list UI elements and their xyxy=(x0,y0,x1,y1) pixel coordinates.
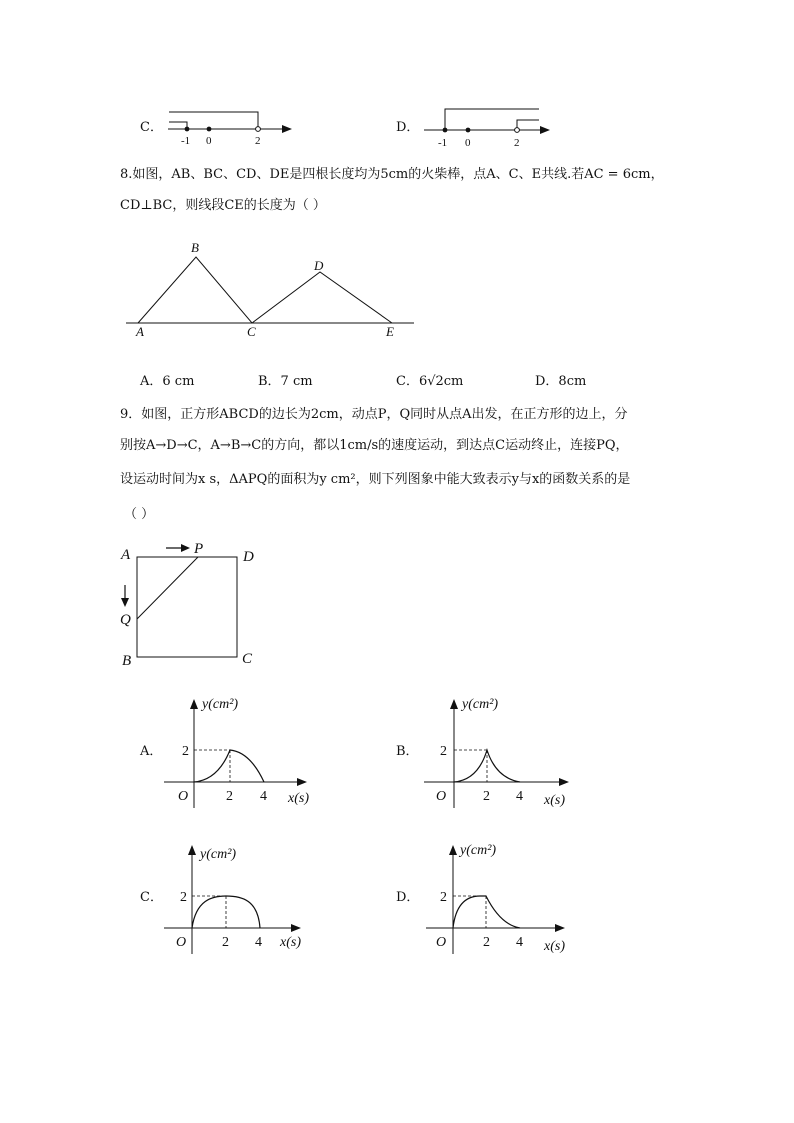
graph-c-ylabel: y(cm²) xyxy=(200,847,237,862)
graph-d-letter: D． xyxy=(396,890,420,905)
graph-b-ylabel: y(cm²) xyxy=(462,697,499,712)
graph-c-ytick: 2 xyxy=(180,890,187,905)
graph-c-origin: O xyxy=(176,935,187,950)
q8-option-c: C．6√2cm xyxy=(396,374,464,389)
graph-a-letter: A． xyxy=(140,744,163,759)
graph-c-letter: C． xyxy=(140,890,163,905)
graph-a xyxy=(160,690,320,820)
graph-b-xtick-4: 4 xyxy=(516,789,523,804)
graph-a-xlabel: x(s) xyxy=(288,791,309,806)
q8-option-d: D．8cm xyxy=(535,374,587,389)
q9-stem-line-2: 别按A→D→C，A→B→C的方向，都以1cm/s的速度运动，到达点C运动终止，连接PQ， xyxy=(120,438,629,453)
q7c-tick-0: 0 xyxy=(206,135,212,147)
q9-label-c: C xyxy=(242,651,253,667)
q9-label-b: B xyxy=(122,653,132,669)
q9-stem-line-1: 9．如图，正方形ABCD的边长为2cm，动点P，Q同时从点A出发，在正方形的边上，分 xyxy=(120,407,628,422)
graph-b-origin: O xyxy=(436,789,447,804)
graph-d-xlabel: x(s) xyxy=(544,939,565,954)
q7d-tick-0: 0 xyxy=(465,137,471,149)
graph-a-ytick: 2 xyxy=(182,744,189,759)
q7d-tick-2: 2 xyxy=(514,137,520,149)
graph-b-letter: B． xyxy=(396,744,419,759)
q8-label-a: A xyxy=(136,324,144,339)
graph-a-ylabel: y(cm²) xyxy=(202,697,239,712)
q8-label-e: E xyxy=(386,324,394,339)
graph-c-xtick-4: 4 xyxy=(255,935,262,950)
q8-label-d: D xyxy=(314,258,324,273)
graph-a-origin: O xyxy=(178,789,189,804)
q7c-tick-2: 2 xyxy=(255,135,261,147)
graph-c-xtick-2: 2 xyxy=(222,935,229,950)
graph-d-xtick-4: 4 xyxy=(516,935,523,950)
q9-stem-line-4: （ ） xyxy=(124,507,155,522)
graph-a-xtick-4: 4 xyxy=(260,789,267,804)
q8-label-b: B xyxy=(191,240,199,255)
graph-a-xtick-2: 2 xyxy=(226,789,233,804)
graph-c-xlabel: x(s) xyxy=(280,935,301,950)
graph-d-origin: O xyxy=(436,935,447,950)
graph-b xyxy=(420,690,580,820)
q9-label-q: Q xyxy=(120,612,131,628)
graph-d-ylabel: y(cm²) xyxy=(460,843,497,858)
q7-option-d-letter: D． xyxy=(396,120,420,135)
graph-d xyxy=(420,836,580,966)
q8-stem-line-2: CD⊥BC，则线段CE的长度为（ ） xyxy=(120,198,326,213)
q7-option-c-letter: C． xyxy=(140,120,163,135)
q8-option-a: A．6 cm xyxy=(140,374,195,389)
graph-c xyxy=(160,836,320,966)
graph-b-ytick: 2 xyxy=(440,744,447,759)
q7d-tick-neg1: -1 xyxy=(438,137,448,149)
graph-b-xtick-2: 2 xyxy=(483,789,490,804)
q8-label-c: C xyxy=(247,324,256,339)
q9-stem-line-3: 设运动时间为x s，ΔAPQ的面积为y cm²，则下列图象中能大致表示y与x的函数关系的是 xyxy=(120,472,631,487)
q8-stem-line-1: 8.如图，AB、BC、CD、DE是四根长度均为5cm的火柴棒，点A、C、E共线.若AC = 6cm， xyxy=(120,167,664,182)
q9-label-p: P xyxy=(194,541,204,557)
q7c-tick-neg1: -1 xyxy=(181,135,191,147)
q9-label-d: D xyxy=(243,549,254,565)
graph-d-xtick-2: 2 xyxy=(483,935,490,950)
graph-d-ytick: 2 xyxy=(440,890,447,905)
graph-b-xlabel: x(s) xyxy=(544,793,565,808)
q8-option-b: B．7 cm xyxy=(258,374,313,389)
q9-label-a: A xyxy=(121,547,131,563)
